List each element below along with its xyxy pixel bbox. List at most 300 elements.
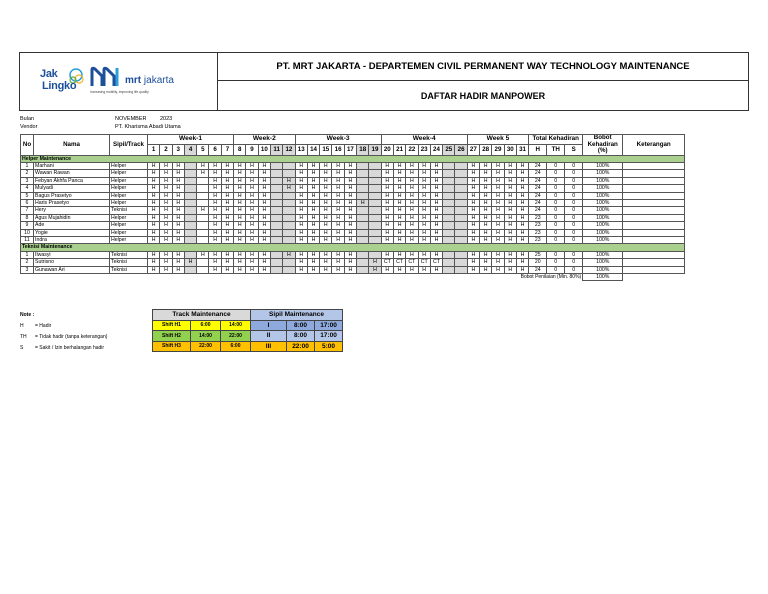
cell-day: H xyxy=(492,259,504,266)
cell-day: H xyxy=(504,251,516,258)
cell-day: H xyxy=(221,199,233,206)
cell-day xyxy=(369,177,381,184)
cell-day: H xyxy=(430,236,442,243)
note-item-s xyxy=(20,345,105,351)
cell-day: H xyxy=(172,251,184,258)
cell-no: 9 xyxy=(21,222,34,229)
cell-day: H xyxy=(172,199,184,206)
cell-keterangan xyxy=(623,229,685,236)
cell-bobot: 100% xyxy=(583,236,623,243)
cell-day: H xyxy=(295,222,307,229)
table-row xyxy=(21,162,685,169)
cell-bobot: 100% xyxy=(583,214,623,221)
cell-day: H xyxy=(234,236,246,243)
cell-day: H xyxy=(295,199,307,206)
cell-day: H xyxy=(492,207,504,214)
note-item-h xyxy=(20,323,52,329)
attendance-table xyxy=(20,134,685,281)
cell-day: H xyxy=(406,199,418,206)
col-day: 4 xyxy=(184,145,196,155)
shift-row-1 xyxy=(153,320,343,331)
cell-day: H xyxy=(516,214,528,221)
cell-total-h: 24 xyxy=(529,266,547,273)
cell-day: H xyxy=(160,214,172,221)
cell-day: H xyxy=(492,170,504,177)
cell-day: H xyxy=(160,199,172,206)
cell-day: H xyxy=(516,222,528,229)
header-row-1 xyxy=(21,135,685,145)
cell-total-th: 0 xyxy=(547,185,565,192)
cell-day: H xyxy=(221,162,233,169)
cell-no: 10 xyxy=(21,229,34,236)
cell-day xyxy=(357,192,369,199)
cell-day: H xyxy=(406,170,418,177)
cell-day: H xyxy=(221,222,233,229)
cell-day: H xyxy=(418,222,430,229)
col-day: 13 xyxy=(295,145,307,155)
cell-day xyxy=(197,214,209,221)
note-code: S xyxy=(20,345,24,351)
cell-day: H xyxy=(480,185,492,192)
col-day: 12 xyxy=(283,145,295,155)
cell-day: H xyxy=(209,214,221,221)
cell-day: H xyxy=(430,229,442,236)
cell-day xyxy=(270,170,282,177)
cell-no: 1 xyxy=(21,162,34,169)
cell-day xyxy=(197,222,209,229)
cell-day: H xyxy=(381,207,393,214)
col-total-kehadiran: Total Kehadiran xyxy=(529,135,583,145)
cell-day xyxy=(357,222,369,229)
col-day: 30 xyxy=(504,145,516,155)
cell-day: H xyxy=(209,177,221,184)
cell-day xyxy=(455,170,467,177)
cell-keterangan xyxy=(623,259,685,266)
cell-day: H xyxy=(209,170,221,177)
cell-day xyxy=(184,199,196,206)
cell-keterangan xyxy=(623,177,685,184)
col-week-1: Week-1 xyxy=(148,135,234,145)
cell-day xyxy=(455,199,467,206)
cell-day xyxy=(369,214,381,221)
cell-day: H xyxy=(307,185,319,192)
cell-day: H xyxy=(234,162,246,169)
cell-day: H xyxy=(332,222,344,229)
cell-day: H xyxy=(320,199,332,206)
cell-role: Teknisi xyxy=(110,266,148,273)
cell-day: H xyxy=(209,229,221,236)
cell-day xyxy=(443,214,455,221)
cell-day: H xyxy=(393,170,405,177)
cell-name: Wawan Rawan xyxy=(34,170,110,177)
cell-day: H xyxy=(221,170,233,177)
cell-day: H xyxy=(332,177,344,184)
cell-total-h: 23 xyxy=(529,236,547,243)
cell-day: H xyxy=(307,192,319,199)
cell-day xyxy=(270,214,282,221)
cell-day: H xyxy=(234,170,246,177)
cell-day xyxy=(184,207,196,214)
cell-total-th: 0 xyxy=(547,207,565,214)
footer-row xyxy=(21,274,685,281)
cell-day xyxy=(455,251,467,258)
cell-day: H xyxy=(221,236,233,243)
cell-day: H xyxy=(418,177,430,184)
cell-day: H xyxy=(295,259,307,266)
cell-day: H xyxy=(160,170,172,177)
cell-day: H xyxy=(492,229,504,236)
cell-bobot: 100% xyxy=(583,229,623,236)
cell-day: H xyxy=(160,192,172,199)
cell-day: H xyxy=(344,266,356,273)
cell-day: H xyxy=(504,162,516,169)
notes-title: Note : xyxy=(20,312,35,318)
cell-day: H xyxy=(504,192,516,199)
col-day: 26 xyxy=(455,145,467,155)
cell-no: 7 xyxy=(21,207,34,214)
cell-day: H xyxy=(295,207,307,214)
cell-day xyxy=(184,251,196,258)
cell-day xyxy=(197,192,209,199)
cell-day: H xyxy=(406,162,418,169)
cell-day: H xyxy=(480,266,492,273)
cell-role: Helper xyxy=(110,192,148,199)
table-row xyxy=(21,251,685,258)
table-row xyxy=(21,214,685,221)
cell-total-th: 0 xyxy=(547,192,565,199)
cell-day xyxy=(184,185,196,192)
cell-day: H xyxy=(344,199,356,206)
cell-day: H xyxy=(430,170,442,177)
cell-day xyxy=(443,177,455,184)
col-week-2: Week-2 xyxy=(234,135,295,145)
cell-day: H xyxy=(148,214,160,221)
cell-total-th: 0 xyxy=(547,266,565,273)
cell-day: H xyxy=(381,236,393,243)
cell-day: H xyxy=(234,207,246,214)
cell-day: H xyxy=(480,177,492,184)
cell-day: H xyxy=(381,162,393,169)
sheet-title: DAFTAR HADIR MANPOWER xyxy=(420,90,546,101)
cell-total-s: 0 xyxy=(565,199,583,206)
cell-day: H xyxy=(406,251,418,258)
cell-day: H xyxy=(234,266,246,273)
cell-day: H xyxy=(406,177,418,184)
cell-day: H xyxy=(307,229,319,236)
cell-day: H xyxy=(406,192,418,199)
shift-row-3 xyxy=(153,341,343,352)
cell-day: H xyxy=(344,207,356,214)
cell-day xyxy=(443,162,455,169)
company-title: PT. MRT JAKARTA - DEPARTEMEN CIVIL PERMANENT WAY TECHNOLOGY MAINTENANCE xyxy=(218,53,748,81)
cell-day xyxy=(455,185,467,192)
cell-keterangan xyxy=(623,214,685,221)
cell-day: H xyxy=(148,199,160,206)
cell-day xyxy=(443,236,455,243)
cell-day: H xyxy=(467,192,479,199)
mrt-logo xyxy=(90,66,205,96)
cell-day: H xyxy=(393,222,405,229)
cell-day: H xyxy=(492,199,504,206)
cell-day xyxy=(283,214,295,221)
cell-total-th: 0 xyxy=(547,259,565,266)
cell-total-th: 0 xyxy=(547,170,565,177)
cell-day xyxy=(357,214,369,221)
cell-day: H xyxy=(480,229,492,236)
cell-day xyxy=(283,266,295,273)
cell-day: H xyxy=(393,236,405,243)
cell-day: H xyxy=(516,162,528,169)
col-nama: Nama xyxy=(34,135,110,156)
cell-day xyxy=(443,170,455,177)
track-shift-start: 6:00 xyxy=(191,320,221,331)
cell-no: 2 xyxy=(21,259,34,266)
cell-day: H xyxy=(492,162,504,169)
col-day: 8 xyxy=(234,145,246,155)
col-total-th: TH xyxy=(547,145,565,155)
cell-day: H xyxy=(184,259,196,266)
cell-day xyxy=(369,207,381,214)
cell-day: H xyxy=(504,207,516,214)
col-bobot: Bobot Kehadiran (%) xyxy=(583,135,623,156)
cell-keterangan xyxy=(623,162,685,169)
cell-day: H xyxy=(307,259,319,266)
cell-day: CT xyxy=(418,259,430,266)
track-shift-name: Shift H3 xyxy=(153,341,191,352)
cell-day xyxy=(357,177,369,184)
cell-total-h: 24 xyxy=(529,192,547,199)
cell-day xyxy=(455,177,467,184)
table-row xyxy=(21,199,685,206)
cell-total-h: 20 xyxy=(529,259,547,266)
cell-day: H xyxy=(295,170,307,177)
cell-day: H xyxy=(320,170,332,177)
cell-day: H xyxy=(381,214,393,221)
cell-day xyxy=(184,236,196,243)
col-day: 19 xyxy=(369,145,381,155)
cell-day: H xyxy=(418,199,430,206)
col-day: 3 xyxy=(172,145,184,155)
cell-day: H xyxy=(307,266,319,273)
table-row xyxy=(21,229,685,236)
col-day: 17 xyxy=(344,145,356,155)
col-day: 25 xyxy=(443,145,455,155)
cell-day xyxy=(197,259,209,266)
cell-day xyxy=(197,185,209,192)
cell-total-s: 0 xyxy=(565,170,583,177)
cell-day: H xyxy=(393,251,405,258)
logo-area xyxy=(20,53,218,110)
cell-day: H xyxy=(516,177,528,184)
cell-day: H xyxy=(172,177,184,184)
cell-day: H xyxy=(172,236,184,243)
cell-day: H xyxy=(221,229,233,236)
track-shift-end: 6:00 xyxy=(221,341,251,352)
cell-day: H xyxy=(418,192,430,199)
cell-bobot: 100% xyxy=(583,192,623,199)
cell-day xyxy=(283,207,295,214)
cell-day: H xyxy=(430,266,442,273)
cell-day xyxy=(369,251,381,258)
cell-day xyxy=(455,236,467,243)
cell-name: Bagus Prasetyo xyxy=(34,192,110,199)
table-row xyxy=(21,207,685,214)
cell-day xyxy=(197,177,209,184)
sipil-shift-end: 17:00 xyxy=(315,331,343,342)
cell-day: H xyxy=(307,214,319,221)
sipil-shift-name: III xyxy=(251,341,287,352)
cell-total-th: 0 xyxy=(547,177,565,184)
cell-day: H xyxy=(160,259,172,266)
cell-day xyxy=(443,259,455,266)
track-shift-start: 14:00 xyxy=(191,331,221,342)
cell-day: H xyxy=(148,236,160,243)
cell-bobot: 100% xyxy=(583,222,623,229)
cell-total-s: 0 xyxy=(565,229,583,236)
note-desc: = Hadir xyxy=(35,323,52,329)
col-day: 7 xyxy=(221,145,233,155)
cell-day xyxy=(369,170,381,177)
cell-day: H xyxy=(246,229,258,236)
cell-day xyxy=(455,266,467,273)
cell-no: 2 xyxy=(21,170,34,177)
cell-day: H xyxy=(295,162,307,169)
cell-day: H xyxy=(480,207,492,214)
cell-role: Helper xyxy=(110,222,148,229)
col-day: 10 xyxy=(258,145,270,155)
table-row xyxy=(21,177,685,184)
cell-day: H xyxy=(160,162,172,169)
cell-day xyxy=(184,162,196,169)
cell-day xyxy=(443,266,455,273)
cell-day: H xyxy=(516,192,528,199)
cell-total-h: 23 xyxy=(529,222,547,229)
cell-total-th: 0 xyxy=(547,251,565,258)
cell-day: H xyxy=(381,222,393,229)
cell-day: H xyxy=(160,207,172,214)
cell-day: H xyxy=(480,170,492,177)
cell-day: H xyxy=(332,207,344,214)
cell-day: H xyxy=(332,229,344,236)
cell-day: H xyxy=(492,214,504,221)
cell-day xyxy=(369,229,381,236)
cell-day xyxy=(357,185,369,192)
cell-day: H xyxy=(467,185,479,192)
cell-day: H xyxy=(172,207,184,214)
cell-bobot: 100% xyxy=(583,185,623,192)
cell-day: H xyxy=(393,229,405,236)
cell-day: H xyxy=(258,162,270,169)
table-row xyxy=(21,259,685,266)
cell-day: H xyxy=(418,229,430,236)
cell-day: H xyxy=(148,170,160,177)
cell-day: H xyxy=(504,229,516,236)
cell-bobot: 100% xyxy=(583,162,623,169)
cell-day: H xyxy=(516,229,528,236)
cell-day: H xyxy=(320,251,332,258)
cell-day: H xyxy=(307,207,319,214)
cell-day xyxy=(283,199,295,206)
cell-day: H xyxy=(516,207,528,214)
section-title: Teknisi Maintenance xyxy=(21,244,685,251)
cell-day: H xyxy=(246,162,258,169)
cell-day xyxy=(270,266,282,273)
cell-day xyxy=(283,259,295,266)
table-row xyxy=(21,266,685,273)
cell-total-s: 0 xyxy=(565,177,583,184)
cell-day: H xyxy=(320,207,332,214)
cell-day: H xyxy=(246,207,258,214)
cell-day: H xyxy=(332,251,344,258)
cell-day: H xyxy=(246,192,258,199)
cell-day: H xyxy=(467,222,479,229)
cell-keterangan xyxy=(623,236,685,243)
col-week-5: Week 5 xyxy=(467,135,528,145)
cell-day xyxy=(270,251,282,258)
cell-day: H xyxy=(258,199,270,206)
cell-day: H xyxy=(504,259,516,266)
cell-day: H xyxy=(283,251,295,258)
cell-keterangan xyxy=(623,170,685,177)
cell-day: H xyxy=(467,207,479,214)
track-shift-name: Shift H2 xyxy=(153,331,191,342)
cell-day: H xyxy=(430,251,442,258)
cell-total-th: 0 xyxy=(547,162,565,169)
cell-day: H xyxy=(197,251,209,258)
cell-day: H xyxy=(381,177,393,184)
track-shift-end: 14:00 xyxy=(221,320,251,331)
table-row xyxy=(21,170,685,177)
cell-day: H xyxy=(332,199,344,206)
cell-keterangan xyxy=(623,222,685,229)
cell-day: H xyxy=(504,177,516,184)
cell-role: Helper xyxy=(110,185,148,192)
sipil-shift-start: 22:00 xyxy=(287,341,315,352)
cell-total-th: 0 xyxy=(547,214,565,221)
cell-day: H xyxy=(246,185,258,192)
col-sipil-track: Sipil/Track xyxy=(110,135,148,156)
note-code: H xyxy=(20,323,24,329)
cell-day: H xyxy=(492,177,504,184)
cell-day: H xyxy=(516,185,528,192)
cell-total-h: 24 xyxy=(529,207,547,214)
table-row xyxy=(21,236,685,243)
cell-day xyxy=(184,170,196,177)
cell-role: Helper xyxy=(110,162,148,169)
note-desc: = Sakit / Izin berhalangan hadir xyxy=(35,345,105,351)
cell-day: H xyxy=(307,222,319,229)
col-day: 16 xyxy=(332,145,344,155)
cell-day: H xyxy=(172,192,184,199)
cell-day xyxy=(270,162,282,169)
bulan-month: NOVEMBER xyxy=(115,116,147,122)
cell-day: H xyxy=(430,162,442,169)
cell-day: H xyxy=(430,214,442,221)
bulan-label: Bulan xyxy=(20,116,35,122)
cell-day: H xyxy=(148,251,160,258)
col-day: 27 xyxy=(467,145,479,155)
col-day: 1 xyxy=(148,145,160,155)
cell-day: H xyxy=(393,266,405,273)
cell-day: H xyxy=(295,251,307,258)
cell-day: H xyxy=(492,236,504,243)
cell-day: H xyxy=(381,251,393,258)
cell-day: H xyxy=(393,192,405,199)
cell-day: H xyxy=(172,214,184,221)
col-day: 2 xyxy=(160,145,172,155)
cell-day: H xyxy=(369,266,381,273)
col-day: 9 xyxy=(246,145,258,155)
